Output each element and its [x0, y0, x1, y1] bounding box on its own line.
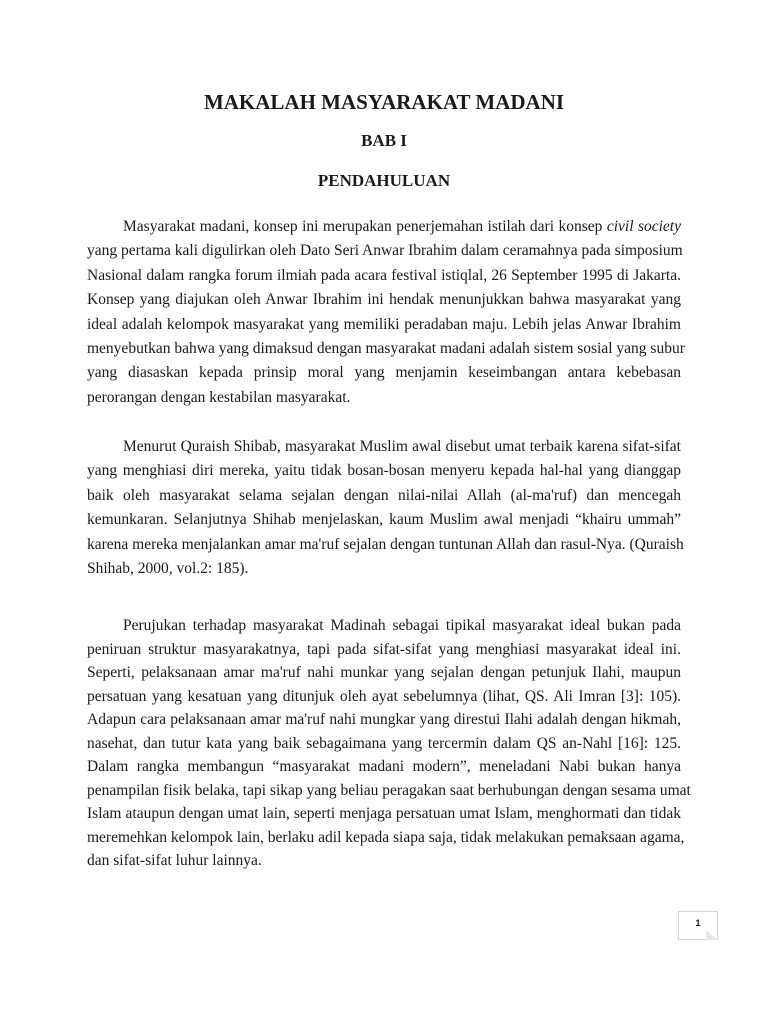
- page-number: 1: [695, 918, 701, 928]
- paragraph-line: Islam ataupun dengan umat lain, seperti menjaga persatuan umat Islam, menghormati dan tidak: [87, 805, 681, 822]
- paragraph-line: karena mereka menjalankan amar ma'ruf sejalan dengan tuntunan Allah dan rasul-Nya. (Quraish: [87, 535, 684, 553]
- paragraph-line: perorangan dengan kestabilan masyarakat.: [87, 388, 351, 406]
- paragraph-line: persatuan yang kesatuan yang ditunjuk oleh ayat sebelumnya (lihat, QS. Ali Imran [3]: 105).: [87, 687, 681, 705]
- paragraph-line: yang pertama kali digulirkan oleh Dato Seri Anwar Ibrahim dalam ceramahnya pada simposium: [87, 242, 683, 260]
- page-number-box: [678, 911, 718, 940]
- paragraph-line: dan sifat-sifat luhur lainnya.: [87, 852, 262, 869]
- paragraph-line: peniruan struktur masyarakatnya, tapi pada sifat-sifat yang menghiasi masyarakat ideal ini.: [87, 640, 681, 658]
- paragraph-line: baik oleh masyarakat selama sejalan dengan nilai-nilai Allah (al-ma'ruf) dan mencegah: [87, 486, 681, 504]
- paragraph-2: [87, 435, 684, 581]
- paragraph-line: yang diasaskan kepada prinsip moral yang menjamin keseimbangan antara kebebasan: [87, 364, 681, 382]
- paragraph-line: Perujukan terhadap masyarakat Madinah sebagai tipikal masyarakat ideal bukan pada: [123, 617, 681, 634]
- paragraph-line: Menurut Quraish Shibab, masyarakat Muslim awal disebut umat terbaik karena sifat-sifat: [123, 438, 681, 455]
- paragraph-line: ideal adalah kelompok masyarakat yang memiliki peradaban maju. Lebih jelas Anwar Ibrahim: [87, 315, 681, 333]
- paragraph-line: Seperti, pelaksanaan amar ma'ruf nahi munkar yang sejalan dengan petunjuk Ilahi, maupun: [87, 664, 681, 681]
- chapter-title: PENDAHULUAN: [317, 171, 451, 190]
- document-title: MAKALAH MASYARAKAT MADANI: [203, 90, 565, 114]
- line-text: Masyarakat madani, konsep ini merupakan penerjemahan istilah dari konsep: [123, 218, 607, 235]
- paragraph-line: meremehkan kelompok lain, berlaku adil kepada siapa saja, tidak melakukan pemaksaan agama,: [87, 828, 685, 846]
- paragraph-line: yang menghiasi diri mereka, yaitu tidak bosan-bosan menyeru kepada hal-hal yang dianggap: [87, 462, 681, 480]
- paragraph-3: [87, 614, 691, 873]
- paragraph-line: Shihab, 2000, vol.2: 185).: [87, 559, 249, 577]
- paragraph-line: Adapun cara pelaksanaan amar ma'ruf nahi mungkar yang direstui Ilahi adalah dengan hikmah,: [87, 711, 681, 728]
- paragraph-line: penampilan fisik belaka, tapi sikap yang beliau peragakan saat berhubungan dengan sesama umat: [87, 781, 691, 799]
- paragraph-line: menyebutkan bahwa yang dimaksud dengan masyarakat madani adalah sistem sosial yang subur: [87, 339, 685, 357]
- paragraph-line: Dalam rangka membangun “masyarakat madani modern”, meneladani Nabi bukan hanya: [87, 758, 681, 775]
- paragraph-1: [87, 215, 685, 410]
- paragraph-line: Nasional dalam rangka forum ilmiah pada acara festival istiqlal, 26 September 1995 di Jakarta.: [87, 266, 681, 284]
- paragraph-line: nasehat, dan tutur kata yang baik sebagaimana yang tercermin dalam QS an-Nahl [16]: 125.: [87, 734, 681, 752]
- page-curl-icon: [706, 930, 718, 940]
- paragraph-line: kemunkaran. Selanjutnya Shihab menjelaskan, kaum Muslim awal menjadi “khairu ummah”: [87, 511, 681, 529]
- paragraph-line: Konsep yang diajukan oleh Anwar Ibrahim ini hendak menunjukkan bahwa masyarakat yang: [87, 291, 681, 309]
- chapter-number: BAB I: [361, 131, 407, 150]
- italic-term: civil society: [606, 218, 681, 235]
- paragraph-line: [87, 215, 681, 239]
